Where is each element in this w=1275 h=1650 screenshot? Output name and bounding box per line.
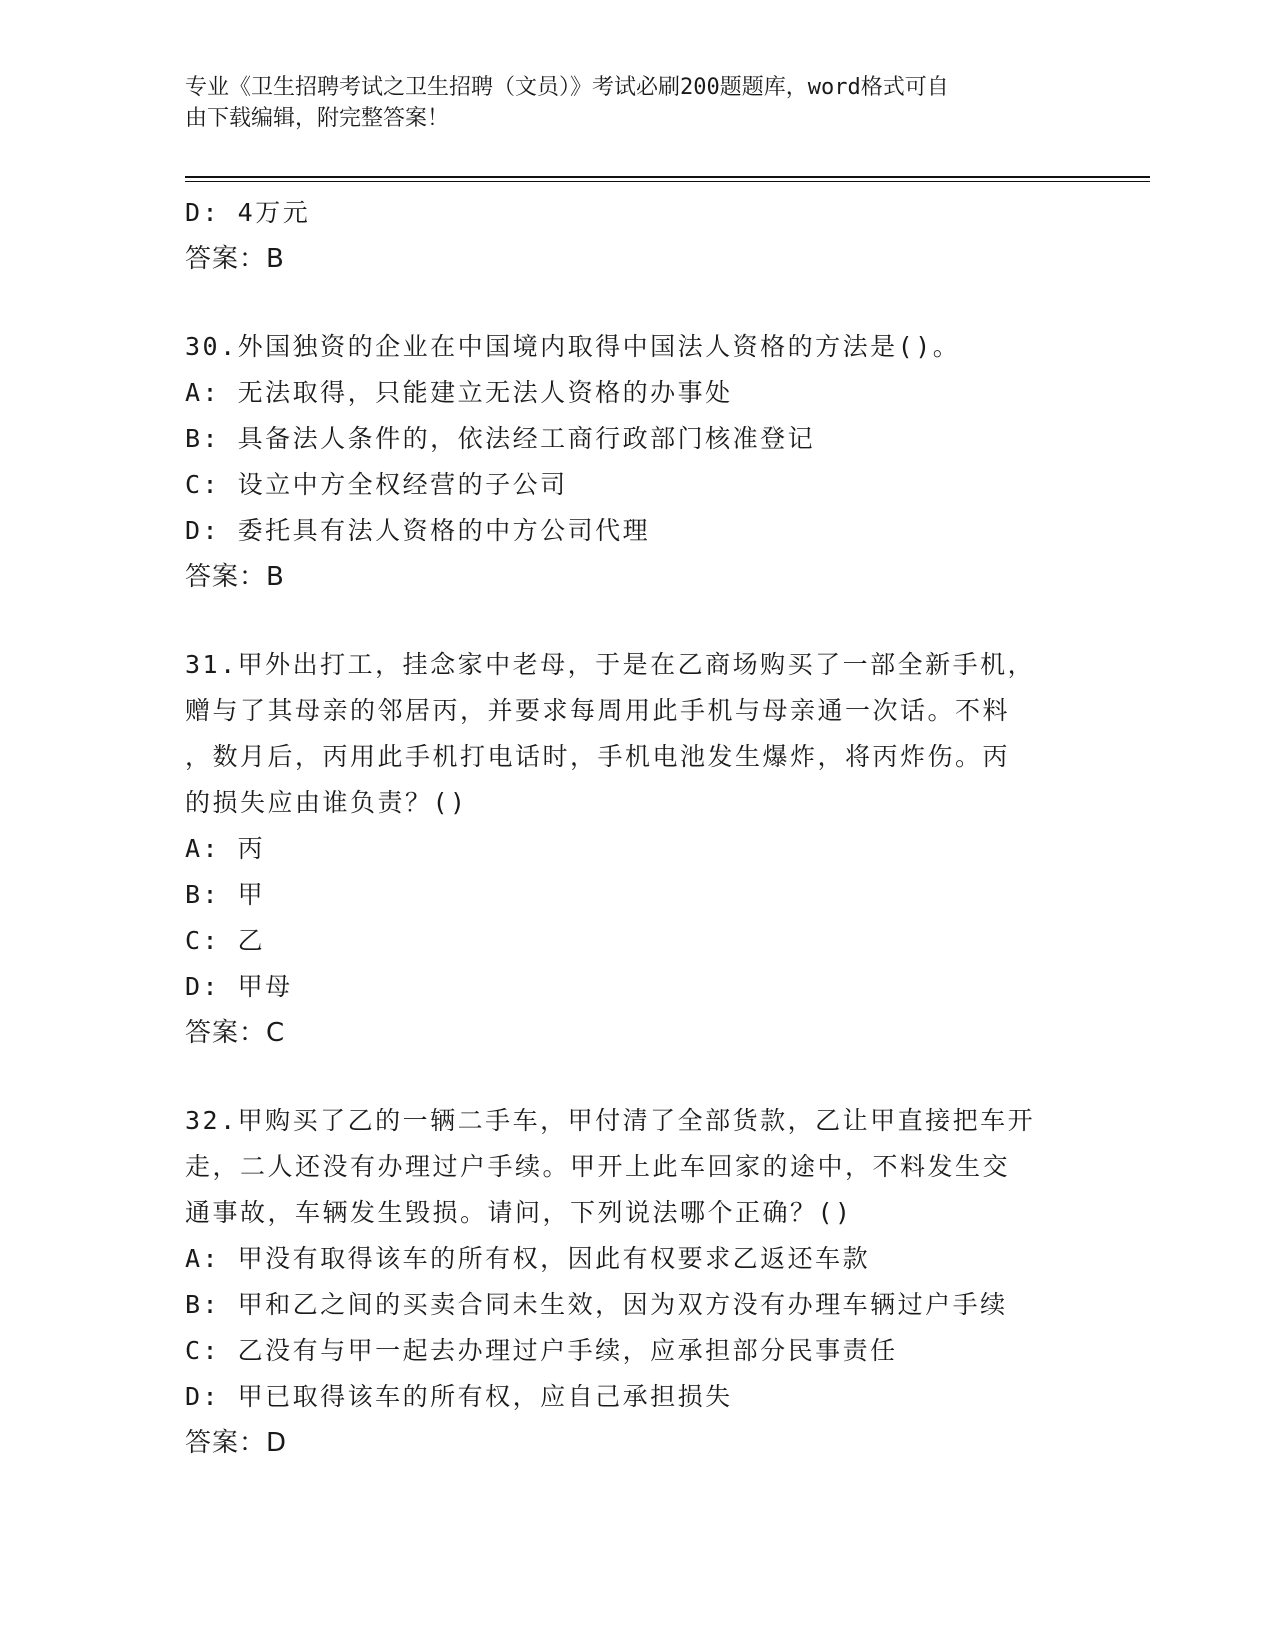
option-a: A: 甲没有取得该车的所有权，因此有权要求乙返还车款 bbox=[185, 1244, 871, 1273]
page-header bbox=[185, 72, 1065, 134]
prev-answer: 答案：B bbox=[185, 244, 285, 274]
option-a: A: 丙 bbox=[185, 834, 266, 863]
option-b: B: 甲和乙之间的买卖合同未生效，因为双方没有办理车辆过户手续 bbox=[185, 1290, 1008, 1319]
option-c: C: 乙没有与甲一起去办理过户手续，应承担部分民事责任 bbox=[185, 1336, 898, 1365]
option-a: A: 无法取得，只能建立无法人资格的办事处 bbox=[185, 378, 733, 407]
question-30 bbox=[185, 324, 1085, 600]
answer: 答案：D bbox=[185, 1428, 288, 1458]
question-stem-line: 32.甲购买了乙的一辆二手车，甲付清了全部货款，乙让甲直接把车开 bbox=[185, 1106, 1036, 1135]
question-stem-line: 走，二人还没有办理过户手续。甲开上此车回家的途中，不料发生交 bbox=[185, 1152, 1011, 1181]
question-stem-line: 30.外国独资的企业在中国境内取得中国法人资格的方法是()。 bbox=[185, 332, 961, 361]
option-b: B: 甲 bbox=[185, 880, 266, 909]
option-b: B: 具备法人条件的，依法经工商行政部门核准登记 bbox=[185, 424, 816, 453]
spacer bbox=[185, 1056, 1085, 1098]
answer: 答案：C bbox=[185, 1018, 286, 1048]
header-line-2: 由下载编辑，附完整答案！ bbox=[185, 106, 450, 131]
option-d: D: 委托具有法人资格的中方公司代理 bbox=[185, 516, 651, 545]
question-32 bbox=[185, 1098, 1085, 1466]
question-stem-line: 31.甲外出打工，挂念家中老母，于是在乙商场购买了一部全新手机， bbox=[185, 650, 1036, 679]
option-c: C: 设立中方全权经营的子公司 bbox=[185, 470, 568, 499]
question-stem-line: ，数月后，丙用此手机打电话时，手机电池发生爆炸，将丙炸伤。丙 bbox=[185, 742, 1011, 771]
header-divider-thin bbox=[185, 181, 1150, 182]
option-d: D: 甲已取得该车的所有权，应自己承担损失 bbox=[185, 1382, 733, 1411]
option-d: D: 甲母 bbox=[185, 972, 293, 1001]
question-stem-line: 的损失应由谁负责？() bbox=[185, 788, 468, 817]
question-stem-line: 赠与了其母亲的邻居丙，并要求每周用此手机与母亲通一次话。不料 bbox=[185, 696, 1011, 725]
question-list bbox=[185, 190, 1085, 1466]
question-stem-line: 通事故，车辆发生毁损。请问，下列说法哪个正确？() bbox=[185, 1198, 853, 1227]
header-divider-thick bbox=[185, 176, 1150, 178]
spacer bbox=[185, 600, 1085, 642]
spacer bbox=[185, 282, 1085, 324]
header-line-1: 专业《卫生招聘考试之卫生招聘（文员）》考试必刷200题题库，word格式可自 bbox=[185, 75, 949, 100]
prev-option-d: D: 4万元 bbox=[185, 198, 311, 227]
option-c: C: 乙 bbox=[185, 926, 266, 955]
question-31 bbox=[185, 642, 1085, 1056]
answer: 答案：B bbox=[185, 562, 285, 592]
